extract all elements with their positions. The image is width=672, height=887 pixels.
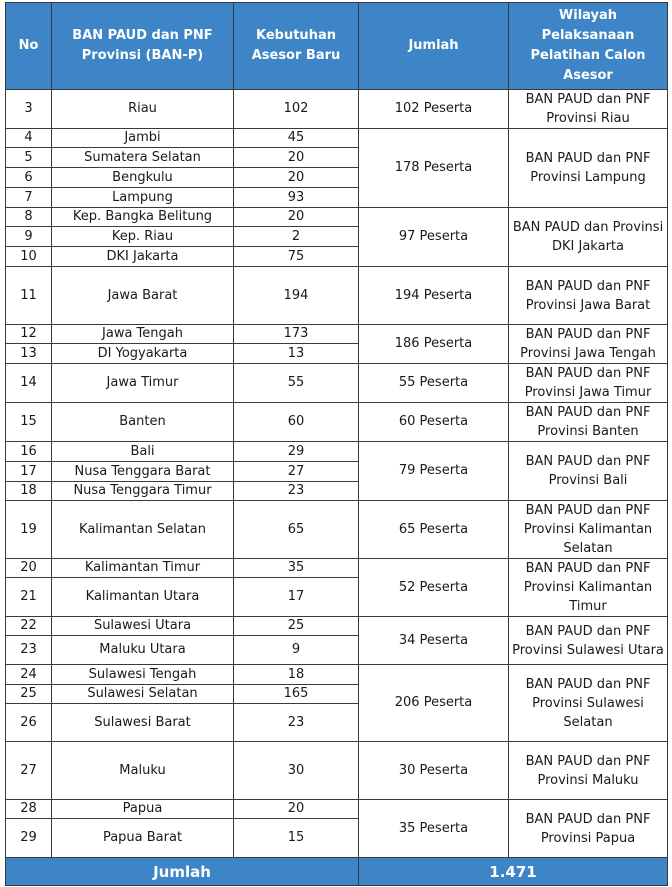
header-province: BAN PAUD dan PNF Provinsi (BAN-P) xyxy=(52,3,234,90)
group-region: BAN PAUD dan PNF Provinsi Banten xyxy=(509,403,668,442)
table-row xyxy=(6,559,668,578)
row-province: Papua xyxy=(52,800,234,819)
header-region: Wilayah Pelaksanaan Pelatihan Calon Asesor xyxy=(509,3,668,90)
row-no: 13 xyxy=(6,344,52,364)
row-no: 22 xyxy=(6,617,52,636)
group-total: 97 Peserta xyxy=(359,208,509,267)
group-total: 102 Peserta xyxy=(359,90,509,129)
row-need: 93 xyxy=(234,188,359,208)
row-need: 29 xyxy=(234,442,359,462)
group-region: BAN PAUD dan PNF Provinsi Papua xyxy=(509,800,668,858)
row-need: 2 xyxy=(234,227,359,247)
row-no: 14 xyxy=(6,364,52,403)
group-region: BAN PAUD dan PNF Provinsi Sulawesi Selatan xyxy=(509,665,668,742)
group-region: BAN PAUD dan PNF Provinsi Sulawesi Utara xyxy=(509,617,668,665)
header-need: Kebutuhan Asesor Baru xyxy=(234,3,359,90)
row-need: 173 xyxy=(234,325,359,344)
group-region: BAN PAUD dan PNF Provinsi Jawa Timur xyxy=(509,364,668,403)
row-need: 194 xyxy=(234,267,359,325)
row-no: 7 xyxy=(6,188,52,208)
row-no: 29 xyxy=(6,819,52,858)
table-row xyxy=(6,617,668,636)
row-no: 24 xyxy=(6,665,52,685)
footer-label: Jumlah xyxy=(6,858,359,886)
asesor-table xyxy=(5,2,668,886)
table-row xyxy=(6,325,668,344)
table-row xyxy=(6,129,668,148)
row-need: 20 xyxy=(234,800,359,819)
group-total: 194 Peserta xyxy=(359,267,509,325)
row-no: 20 xyxy=(6,559,52,578)
row-province: Lampung xyxy=(52,188,234,208)
row-province: Maluku xyxy=(52,742,234,800)
group-total: 186 Peserta xyxy=(359,325,509,364)
row-need: 9 xyxy=(234,636,359,665)
row-province: Papua Barat xyxy=(52,819,234,858)
row-need: 17 xyxy=(234,578,359,617)
row-need: 65 xyxy=(234,501,359,559)
row-need: 23 xyxy=(234,482,359,501)
table-row xyxy=(6,501,668,559)
row-province: Bengkulu xyxy=(52,168,234,188)
group-total: 52 Peserta xyxy=(359,559,509,617)
row-no: 5 xyxy=(6,148,52,168)
row-no: 8 xyxy=(6,208,52,227)
row-need: 20 xyxy=(234,168,359,188)
row-no: 23 xyxy=(6,636,52,665)
row-no: 16 xyxy=(6,442,52,462)
footer-row xyxy=(6,858,668,886)
row-need: 23 xyxy=(234,704,359,742)
row-need: 25 xyxy=(234,617,359,636)
row-province: Jambi xyxy=(52,129,234,148)
row-province: Jawa Tengah xyxy=(52,325,234,344)
group-total: 30 Peserta xyxy=(359,742,509,800)
header-no: No xyxy=(6,3,52,90)
row-need: 27 xyxy=(234,462,359,482)
row-no: 11 xyxy=(6,267,52,325)
group-region: BAN PAUD dan Provinsi DKI Jakarta xyxy=(509,208,668,267)
group-total: 34 Peserta xyxy=(359,617,509,665)
row-province: DI Yogyakarta xyxy=(52,344,234,364)
row-need: 60 xyxy=(234,403,359,442)
row-no: 19 xyxy=(6,501,52,559)
table-row xyxy=(6,742,668,800)
row-need: 55 xyxy=(234,364,359,403)
group-region: BAN PAUD dan PNF Provinsi Lampung xyxy=(509,129,668,208)
row-no: 21 xyxy=(6,578,52,617)
row-no: 12 xyxy=(6,325,52,344)
table-row xyxy=(6,442,668,462)
group-total: 65 Peserta xyxy=(359,501,509,559)
group-total: 35 Peserta xyxy=(359,800,509,858)
row-province: Jawa Barat xyxy=(52,267,234,325)
group-region: BAN PAUD dan PNF Provinsi Kalimantan Selatan xyxy=(509,501,668,559)
row-no: 28 xyxy=(6,800,52,819)
row-no: 27 xyxy=(6,742,52,800)
row-no: 26 xyxy=(6,704,52,742)
group-total: 55 Peserta xyxy=(359,364,509,403)
row-province: Sumatera Selatan xyxy=(52,148,234,168)
group-total: 206 Peserta xyxy=(359,665,509,742)
row-no: 17 xyxy=(6,462,52,482)
row-no: 18 xyxy=(6,482,52,501)
row-no: 4 xyxy=(6,129,52,148)
group-region: BAN PAUD dan PNF Provinsi Maluku xyxy=(509,742,668,800)
row-no: 6 xyxy=(6,168,52,188)
row-need: 15 xyxy=(234,819,359,858)
row-need: 35 xyxy=(234,559,359,578)
table-row xyxy=(6,90,668,129)
row-province: Kalimantan Utara xyxy=(52,578,234,617)
group-total: 79 Peserta xyxy=(359,442,509,501)
table-row xyxy=(6,208,668,227)
row-province: Sulawesi Tengah xyxy=(52,665,234,685)
row-need: 20 xyxy=(234,148,359,168)
row-need: 165 xyxy=(234,685,359,704)
row-province: Maluku Utara xyxy=(52,636,234,665)
row-province: Kalimantan Selatan xyxy=(52,501,234,559)
group-region: BAN PAUD dan PNF Provinsi Bali xyxy=(509,442,668,501)
row-need: 75 xyxy=(234,247,359,267)
row-province: Riau xyxy=(52,90,234,129)
table-row xyxy=(6,267,668,325)
table-row xyxy=(6,364,668,403)
row-province: Sulawesi Selatan xyxy=(52,685,234,704)
group-total: 60 Peserta xyxy=(359,403,509,442)
row-no: 10 xyxy=(6,247,52,267)
group-region: BAN PAUD dan PNF Provinsi Kalimantan Timur xyxy=(509,559,668,617)
row-need: 18 xyxy=(234,665,359,685)
row-province: Kalimantan Timur xyxy=(52,559,234,578)
row-province: Nusa Tenggara Barat xyxy=(52,462,234,482)
row-no: 3 xyxy=(6,90,52,129)
row-province: Sulawesi Barat xyxy=(52,704,234,742)
header-total: Jumlah xyxy=(359,3,509,90)
row-need: 102 xyxy=(234,90,359,129)
header-row xyxy=(6,3,668,90)
group-region: BAN PAUD dan PNF Provinsi Jawa Barat xyxy=(509,267,668,325)
row-province: Kep. Riau xyxy=(52,227,234,247)
row-province: Bali xyxy=(52,442,234,462)
row-province: DKI Jakarta xyxy=(52,247,234,267)
row-need: 45 xyxy=(234,129,359,148)
row-province: Banten xyxy=(52,403,234,442)
group-total: 178 Peserta xyxy=(359,129,509,208)
row-need: 13 xyxy=(234,344,359,364)
group-region: BAN PAUD dan PNF Provinsi Jawa Tengah xyxy=(509,325,668,364)
row-no: 15 xyxy=(6,403,52,442)
row-no: 9 xyxy=(6,227,52,247)
footer-total: 1.471 xyxy=(359,858,668,886)
row-need: 30 xyxy=(234,742,359,800)
row-province: Kep. Bangka Belitung xyxy=(52,208,234,227)
row-no: 25 xyxy=(6,685,52,704)
row-province: Nusa Tenggara Timur xyxy=(52,482,234,501)
group-region: BAN PAUD dan PNF Provinsi Riau xyxy=(509,90,668,129)
row-province: Sulawesi Utara xyxy=(52,617,234,636)
table-row xyxy=(6,800,668,819)
table-row xyxy=(6,403,668,442)
table-row xyxy=(6,665,668,685)
row-province: Jawa Timur xyxy=(52,364,234,403)
row-need: 20 xyxy=(234,208,359,227)
